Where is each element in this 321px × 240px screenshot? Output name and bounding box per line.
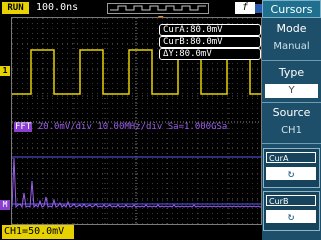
fft-info-line xyxy=(14,122,227,132)
cursor-b-label: CurB xyxy=(266,195,316,206)
menu-divider xyxy=(262,60,321,61)
type-label[interactable]: Type xyxy=(278,66,305,79)
cursor-a-readout: CurA:80.0mV xyxy=(159,24,261,36)
math-ground-marker: M xyxy=(0,200,10,210)
source-label[interactable]: Source xyxy=(272,106,311,119)
fft-label: FFT xyxy=(15,122,32,132)
delta-y-readout: ΔY:80.0mV xyxy=(159,48,261,60)
trigger-slope-indicator: f xyxy=(235,2,255,14)
ch1-ground-marker[interactable]: 1 xyxy=(0,66,10,76)
memory-waveform-icon xyxy=(108,4,208,13)
cursor-b-readout: CurB:80.0mV xyxy=(159,36,261,48)
fft-settings-text: 20.0mV/div 10.00MHz/div Sa=1.000GSa xyxy=(32,122,228,132)
rotate-knob-icon[interactable]: ↻ xyxy=(266,210,316,223)
menu-divider xyxy=(262,102,321,103)
type-value[interactable]: Y xyxy=(265,84,318,98)
rotate-knob-icon[interactable]: ↻ xyxy=(266,167,316,180)
menu-title: Cursors xyxy=(262,0,321,18)
timebase-readout: 100.0ns xyxy=(36,2,79,13)
memory-depth-bar xyxy=(107,3,209,14)
cursor-a-label: CurA xyxy=(266,152,316,163)
menu-divider xyxy=(262,143,321,144)
run-state-badge: RUN xyxy=(2,2,29,14)
ch1-scale-status: CH1=50.0mV xyxy=(2,225,74,239)
mode-label[interactable]: Mode xyxy=(276,22,307,35)
mode-value[interactable]: Manual xyxy=(273,41,310,52)
source-value[interactable]: CH1 xyxy=(281,125,302,136)
